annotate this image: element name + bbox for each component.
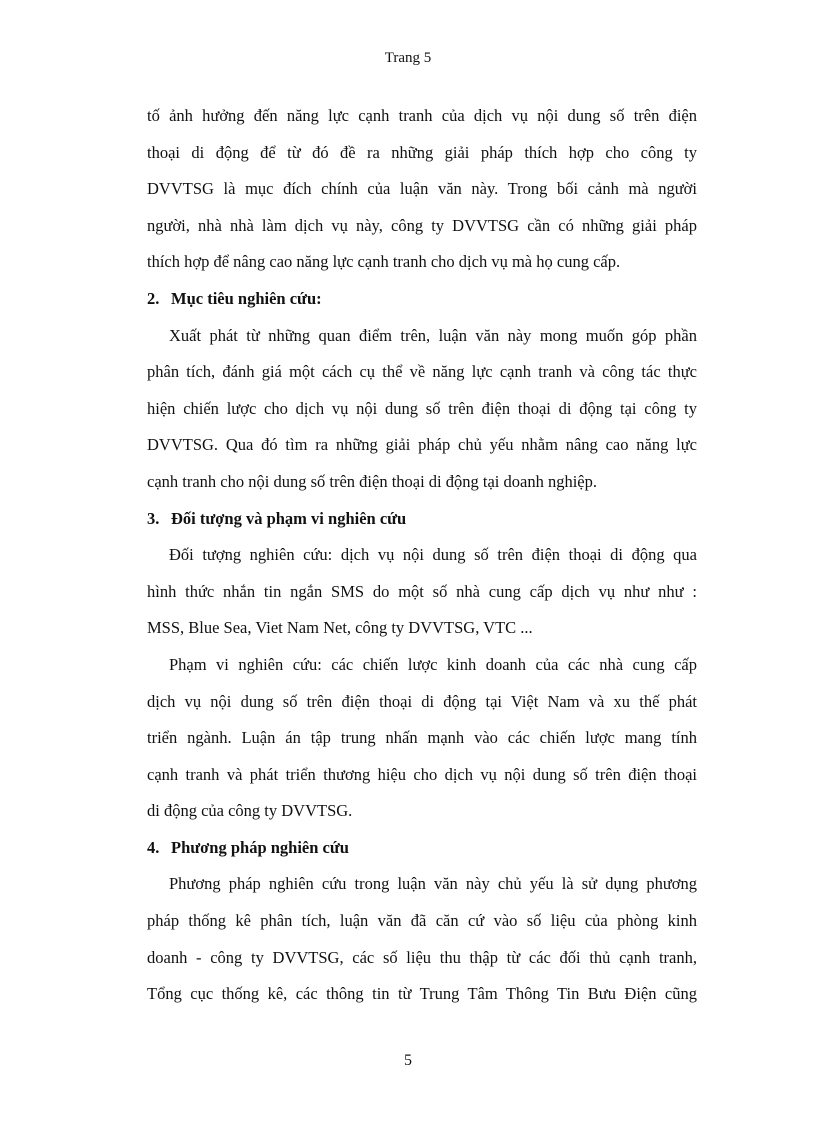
paragraph-line: doanh - công ty DVVTSG, các số liệu thu thập từ các đối thủ cạnh tranh, xyxy=(147,947,697,967)
section-heading-3 xyxy=(147,501,697,538)
paragraph-line: Phương pháp nghiên cứu trong luận văn này chủ yếu là sử dụng phương xyxy=(169,874,697,894)
paragraph-line: hiện chiến lược cho dịch vụ nội dung số trên điện thoại di động tại công ty xyxy=(147,398,697,418)
paragraph-line: di động của công ty DVVTSG. xyxy=(147,801,353,821)
paragraph-line: DVVTSG. Qua đó tìm ra những giải pháp chủ yếu nhằm nâng cao năng lực xyxy=(147,435,697,455)
paragraph-line: Xuất phát từ những quan điểm trên, luận văn này mong muốn góp phần xyxy=(169,325,697,345)
section-heading-2 xyxy=(147,281,697,318)
document-body xyxy=(147,98,697,1013)
paragraph-line: DVVTSG là mục đích chính của luận văn này. Trong bối cảnh mà người xyxy=(147,179,697,199)
section-number: 4. xyxy=(147,837,160,857)
paragraph-line: thoại di động để từ đó đề ra những giải pháp thích hợp cho công ty xyxy=(147,142,697,162)
section-number: 3. xyxy=(147,508,160,528)
paragraph-line: Đối tượng nghiên cứu: dịch vụ nội dung số trên điện thoại di động qua xyxy=(169,545,697,565)
section-heading-4 xyxy=(147,830,697,867)
section-title: Phương pháp nghiên cứu xyxy=(171,837,349,857)
page-header: Trang 5 xyxy=(384,50,432,66)
paragraph-line: dịch vụ nội dung số trên điện thoại di động tại Việt Nam và xu thế phát xyxy=(147,691,697,711)
paragraph-line: hình thức nhắn tin ngắn SMS do một số nhà cung cấp dịch vụ như như : xyxy=(147,581,697,601)
section-title: Đối tượng và phạm vi nghiên cứu xyxy=(171,508,407,528)
section-number: 2. xyxy=(147,288,160,308)
paragraph-line: pháp thống kê phân tích, luận văn đã căn cứ vào số liệu của phòng kinh xyxy=(147,911,697,931)
paragraph-line: phân tích, đánh giá một cách cụ thể về năng lực cạnh tranh và công tác thực xyxy=(147,362,697,382)
paragraph-line: Phạm vi nghiên cứu: các chiến lược kinh doanh của các nhà cung cấp xyxy=(169,654,697,674)
paragraph-line: MSS, Blue Sea, Viet Nam Net, công ty DVVTSG, VTC ... xyxy=(147,618,533,638)
paragraph-line: Tổng cục thống kê, các thông tin từ Trung Tâm Thông Tin Bưu Điện cũng xyxy=(147,984,697,1004)
paragraph-line: thích hợp để nâng cao năng lực cạnh tranh cho dịch vụ mà họ cung cấp. xyxy=(147,252,621,272)
paragraph-line: cạnh tranh và phát triển thương hiệu cho dịch vụ nội dung số trên điện thoại xyxy=(147,764,697,784)
paragraph-line: người, nhà nhà làm dịch vụ này, công ty DVVTSG cần có những giải pháp xyxy=(147,215,697,235)
paragraph-line: cạnh tranh cho nội dung số trên điện thoại di động tại doanh nghiệp. xyxy=(147,471,597,491)
paragraph-line: triển ngành. Luận án tập trung nhấn mạnh vào các chiến lược mang tính xyxy=(147,728,697,748)
section-title: Mục tiêu nghiên cứu: xyxy=(171,288,322,308)
paragraph-line: tố ảnh hưởng đến năng lực cạnh tranh của dịch vụ nội dung số trên điện xyxy=(147,106,697,125)
page-number: 5 xyxy=(404,1052,412,1069)
